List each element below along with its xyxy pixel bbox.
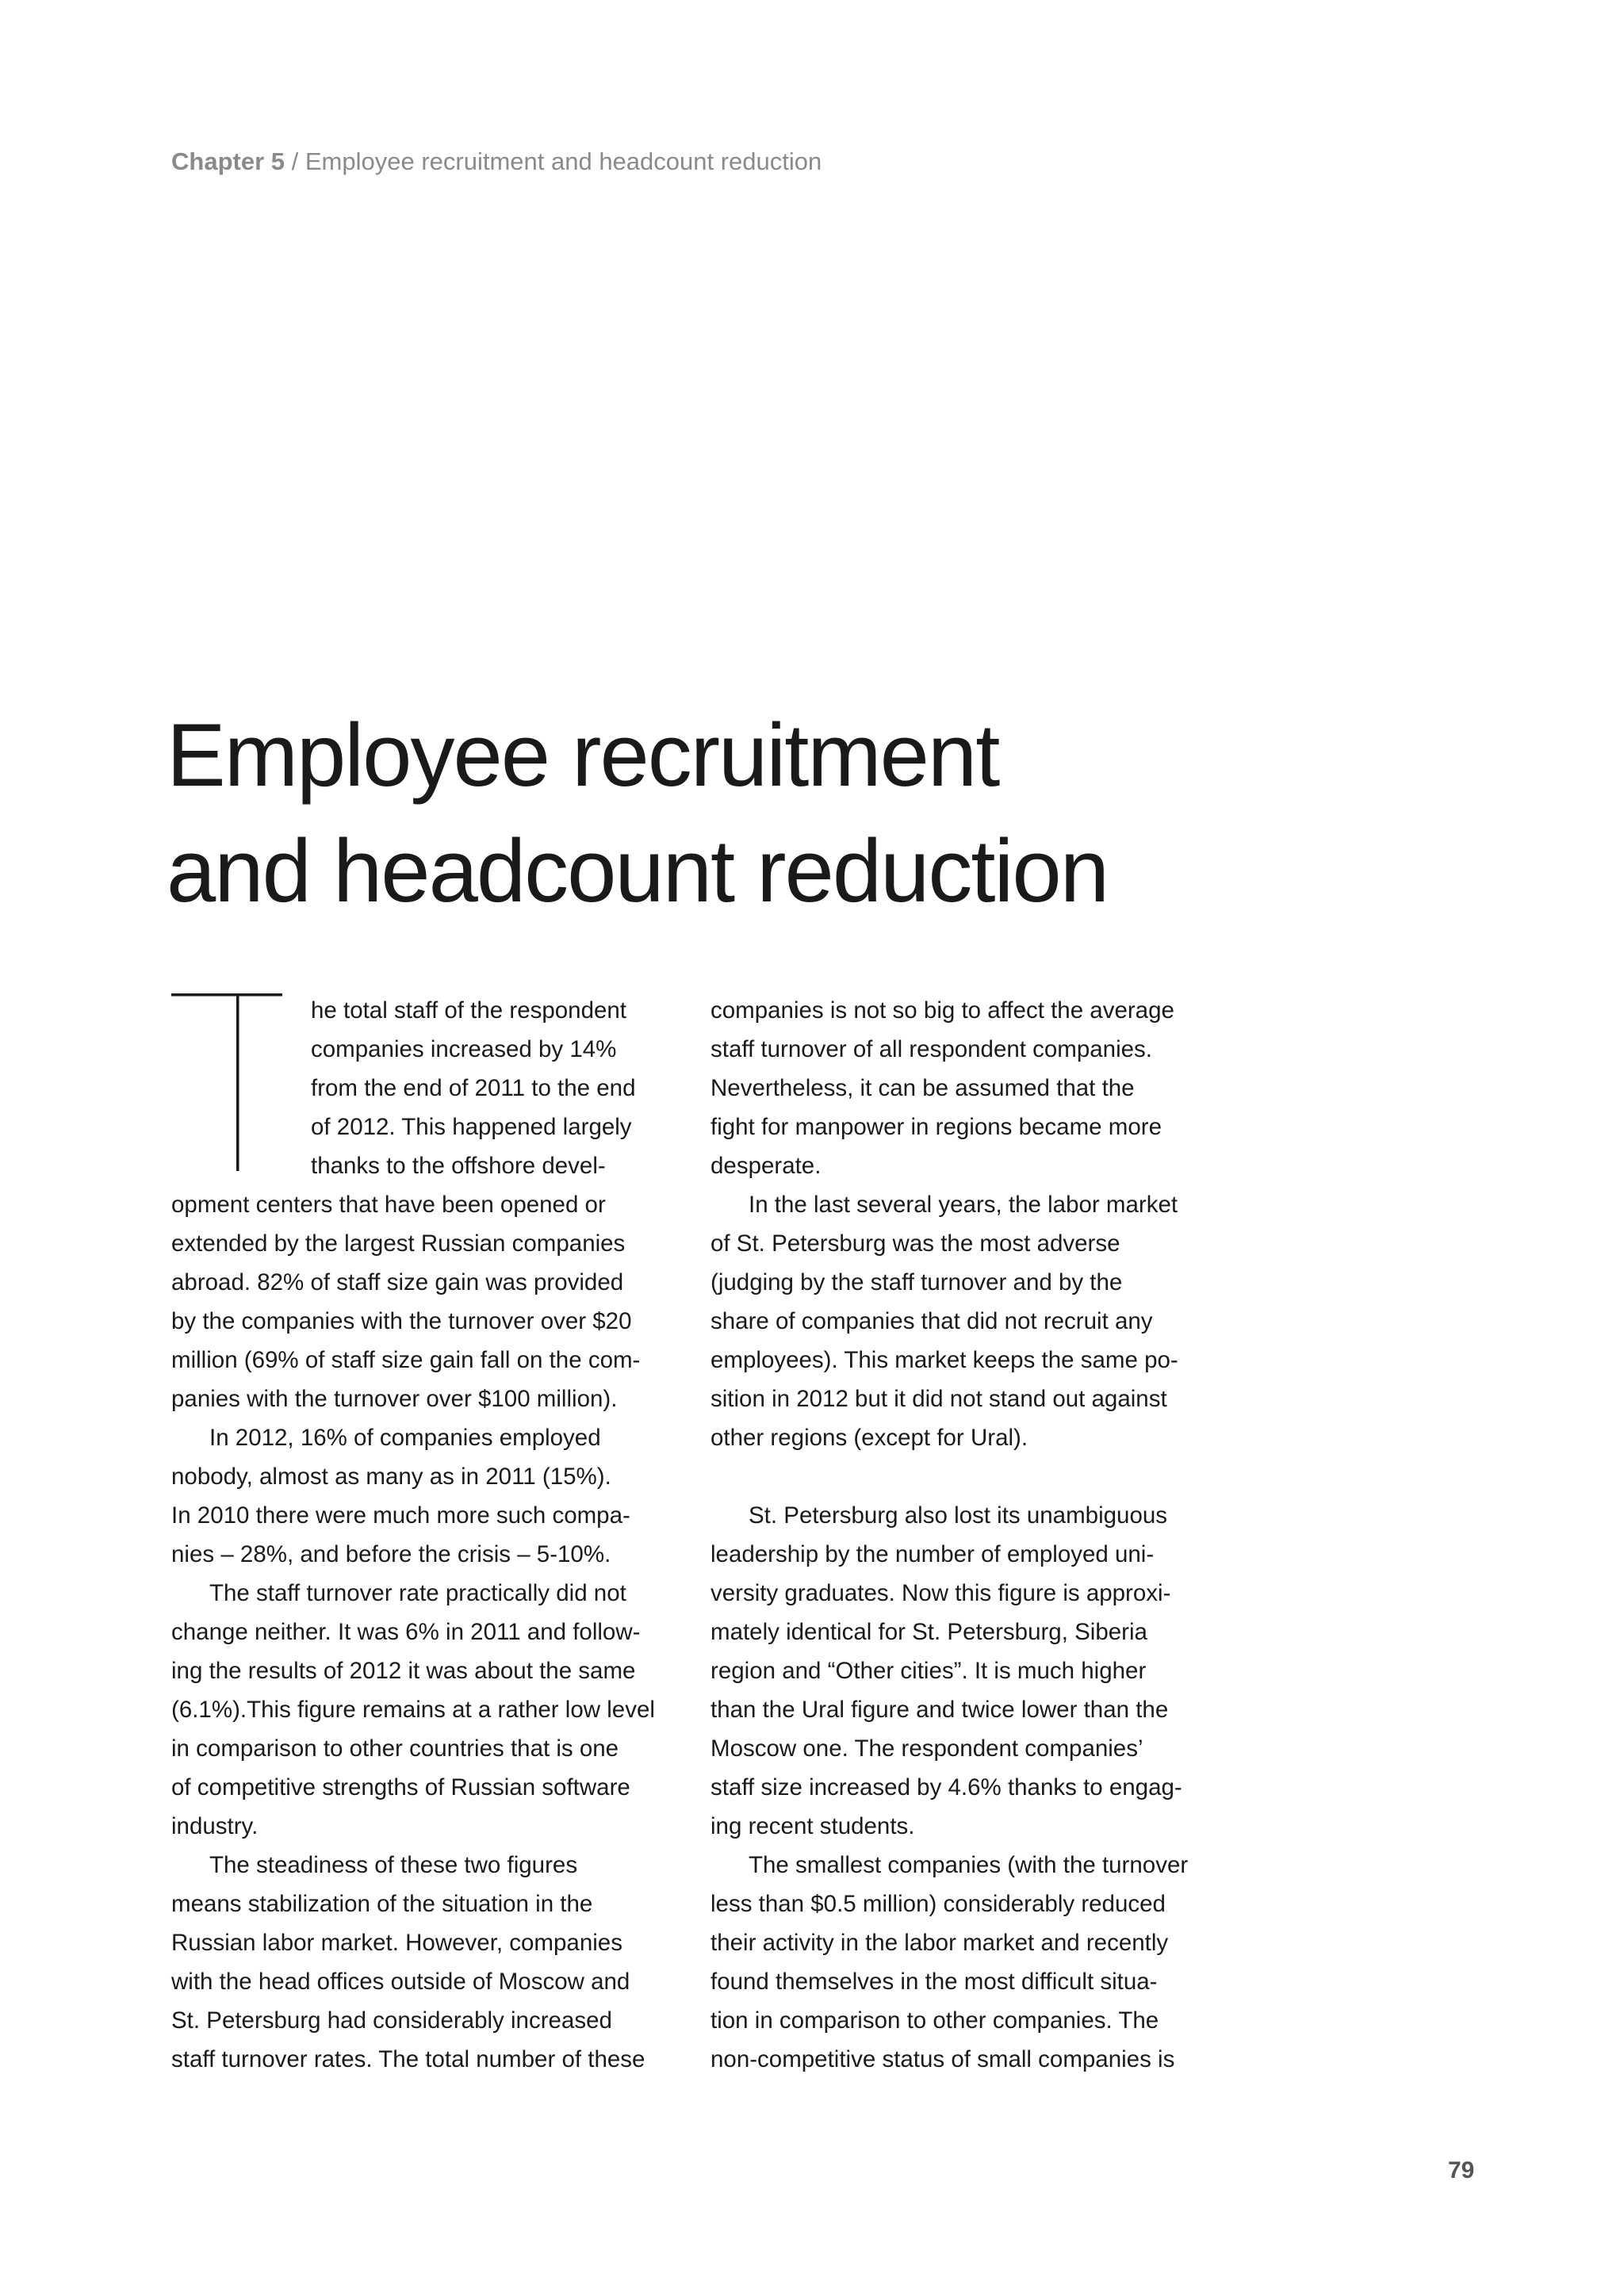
text-line: (judging by the staff turnover and by the [710, 1269, 1123, 1295]
page-title [167, 698, 1435, 929]
title-line-2: and headcount reduction [167, 821, 1108, 920]
text-line: St. Petersburg had considerably increased [171, 2007, 612, 2034]
text-line: staff turnover rates. The total number of these [171, 2046, 645, 2072]
text-line: of St. Petersburg was the most adverse [710, 1230, 1120, 1257]
text-line: mately identical for St. Petersburg, Siberia [710, 1619, 1147, 1645]
title-line-1: Employee recruitment [167, 706, 999, 805]
text-line: ing the results of 2012 it was about the same [171, 1658, 636, 1684]
text-line: leadership by the number of employed uni- [710, 1541, 1155, 1567]
text-line: opment centers that have been opened or [171, 1192, 606, 1218]
text-line: abroad. 82% of staff size gain was provided [171, 1269, 624, 1295]
text-line: panies with the turnover over $100 million). [171, 1386, 618, 1412]
text-line: companies increased by 14% [311, 1036, 617, 1062]
text-line: share of companies that did not recruit any [710, 1308, 1153, 1334]
text-line: industry. [171, 1813, 259, 1839]
text-line: extended by the largest Russian companies [171, 1230, 626, 1257]
text-line: versity graduates. Now this figure is approxi- [710, 1580, 1171, 1606]
text-line: staff turnover of all respondent companies. [710, 1036, 1152, 1062]
header-separator: / [291, 147, 299, 175]
text-line: In the last several years, the labor market [749, 1192, 1178, 1218]
text-line: nies – 28%, and before the crisis – 5-10%. [171, 1541, 611, 1567]
text-line: companies is not so big to affect the average [710, 997, 1174, 1024]
text-line: The smallest companies (with the turnover [749, 1852, 1189, 1878]
text-line: thanks to the offshore devel- [311, 1153, 606, 1179]
page-number: 79 [1448, 2157, 1475, 2183]
text-line: than the Ural figure and twice lower than the [710, 1697, 1169, 1723]
text-line: St. Petersburg also lost its unambiguous [749, 1502, 1168, 1529]
text-line: of competitive strengths of Russian software [171, 1774, 630, 1800]
text-line: region and “Other cities”. It is much higher [710, 1658, 1147, 1684]
text-line: by the companies with the turnover over $20 [171, 1308, 632, 1334]
text-line: in comparison to other countries that is one [171, 1735, 619, 1762]
text-line: In 2010 there were much more such compa- [171, 1502, 630, 1529]
text-line: desperate. [710, 1153, 822, 1179]
section-label: Employee recruitment and headcount reduction [304, 147, 822, 175]
left-column [171, 991, 679, 2079]
text-line: other regions (except for Ural). [710, 1425, 1028, 1451]
text-line: Nevertheless, it can be assumed that the [710, 1075, 1135, 1101]
text-line: non-competitive status of small companies is [710, 2046, 1175, 2072]
text-line: The steadiness of these two figures [209, 1852, 578, 1878]
text-line: Russian labor market. However, companies [171, 1930, 622, 1956]
text-line: of 2012. This happened largely [311, 1114, 632, 1140]
text-line: from the end of 2011 to the end [311, 1075, 636, 1101]
text-line: million (69% of staff size gain fall on the com- [171, 1347, 641, 1373]
text-line: means stabilization of the situation in the [171, 1891, 593, 1917]
paragraph-gap [710, 1457, 1218, 1496]
text-line: less than $0.5 million) considerably reduced [710, 1891, 1166, 1917]
chapter-label: Chapter 5 [171, 147, 285, 175]
text-line: change neither. It was 6% in 2011 and follow- [171, 1619, 641, 1645]
text-line: In 2012, 16% of companies employed [209, 1425, 601, 1451]
text-line: fight for manpower in regions became more [710, 1114, 1162, 1140]
text-line: found themselves in the most difficult situa- [710, 1969, 1158, 1995]
text-line: staff size increased by 4.6% thanks to engag- [710, 1774, 1182, 1800]
text-line: Moscow one. The respondent companies’ [710, 1735, 1143, 1762]
text-line: nobody, almost as many as in 2011 (15%). [171, 1464, 611, 1490]
text-line: tion in comparison to other companies. The [710, 2007, 1159, 2034]
running-header [171, 147, 822, 176]
text-line: ing recent students. [710, 1813, 915, 1839]
text-line: he total staff of the respondent [311, 997, 626, 1024]
text-line: (6.1%).This figure remains at a rather low level [171, 1697, 655, 1723]
text-line: sition in 2012 but it did not stand out against [710, 1386, 1167, 1412]
text-line: The staff turnover rate practically did not [209, 1580, 626, 1606]
text-line: employees). This market keeps the same po- [710, 1347, 1178, 1373]
text-line: their activity in the labor market and recently [710, 1930, 1169, 1956]
text-line: with the head offices outside of Moscow and [171, 1969, 630, 1995]
right-column [710, 991, 1218, 2079]
